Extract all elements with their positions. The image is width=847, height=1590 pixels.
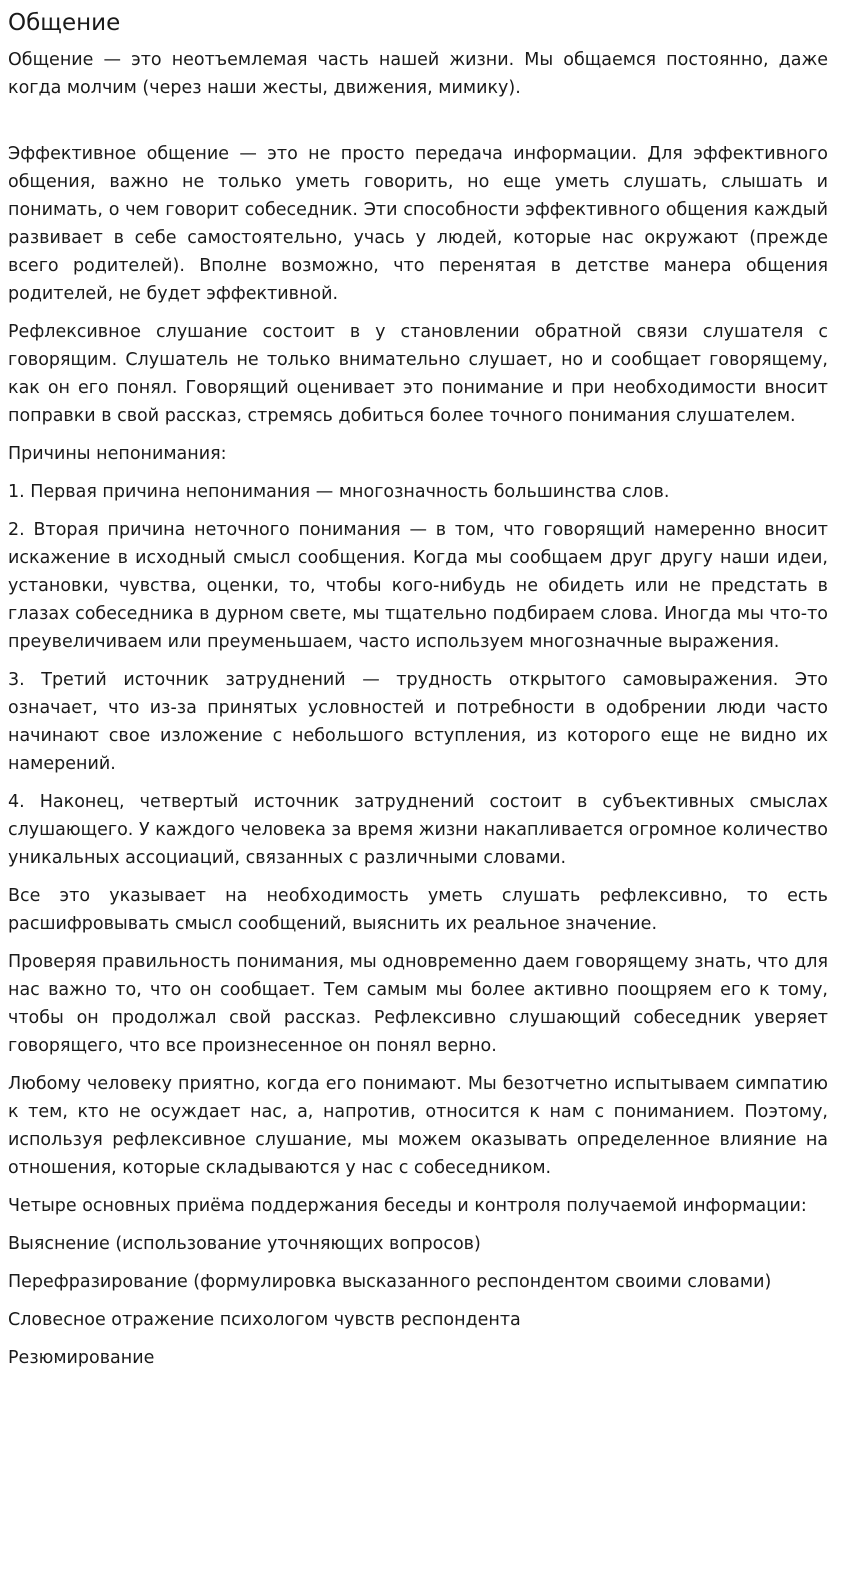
paragraph-causes-heading: Причины непонимания: — [8, 444, 227, 464]
paragraph-intro: Общение — это неотъемлемая часть нашей жизни. Мы общаемся постоянно, даже когда молчим (через наши жесты, движения, мимику). — [8, 50, 828, 98]
list-item-verbal-reflection: Словесное отражение психологом чувств респондента — [8, 1310, 521, 1330]
paragraph-cause-4: 4. Наконец, четвертый источник затруднений состоит в субъективных смыслах слушающего. У каждого человека за время жизни накапливается огромное количество уникальных ассоциаций, связанных с различными словами. — [8, 792, 828, 868]
list-item-paraphrasing: Перефразирование (формулировка высказанного респондентом своими словами) — [8, 1272, 772, 1292]
paragraph-checking-understanding: Проверяя правильность понимания, мы одновременно даем говорящему знать, что для нас важно то, что он сообщает. Тем самым мы более активно поощряем его к тому, чтобы он продолжал свой рассказ. Рефлексивно слушающий собеседник уверяет говорящего, что все произнесенное он понял верно. — [8, 952, 828, 1056]
paragraph-effective-communication: Эффективное общение — это не просто передача информации. Для эффективного общения, важно не только уметь говорить, но еще уметь слушать, слышать и понимать, о чем говорит собеседник. Эти способности эффективного общения каждый развивает в себе самостоятельно, учась у людей, которые нас окружают (прежде всего родителей). Вполне возможно, что перенятая в детстве манера общения родителей, не будет эффективной. — [8, 144, 828, 304]
paragraph-reflexive-listening: Рефлексивное слушание состоит в у становлении обратной связи слушателя с говорящим. Слушатель не только внимательно слушает, но и сообщает говорящему, как он его понял. Говорящий оценивает это понимание и при необходимости вносит поправки в свой рассказ, стремясь добиться более точного понимания слушателем. — [8, 322, 828, 426]
list-item-summarizing: Резюмирование — [8, 1348, 155, 1368]
paragraph-cause-3: 3. Третий источник затруднений — трудность открытого самовыражения. Это означает, что из-за принятых условностей и потребности в одобрении люди часто начинают свое изложение с небольшого вступления, из которого еще не видно их намерений. — [8, 670, 828, 774]
paragraph-listen-reflexively: Все это указывает на необходимость уметь слушать рефлексивно, то есть расшифровывать смысл сообщений, выяснить их реальное значение. — [8, 886, 828, 934]
list-item-clarification: Выяснение (использование уточняющих вопросов) — [8, 1234, 481, 1254]
page-title: Общение — [8, 10, 121, 36]
paragraph-cause-1: 1. Первая причина непонимания — многозначность большинства слов. — [8, 482, 670, 502]
paragraph-four-techniques: Четыре основных приёма поддержания беседы и контроля получаемой информации: — [8, 1196, 807, 1216]
paragraph-sympathy: Любому человеку приятно, когда его понимают. Мы безотчетно испытываем симпатию к тем, кто не осуждает нас, а, напротив, относится к нам с пониманием. Поэтому, используя рефлексивное слушание, мы можем оказывать определенное влияние на отношения, которые складываются у нас с собеседником. — [8, 1074, 828, 1178]
paragraph-cause-2: 2. Вторая причина неточного понимания — в том, что говорящий намеренно вносит искажение в исходный смысл сообщения. Когда мы сообщаем друг другу наши идеи, установки, чувства, оценки, то, чтобы кого-нибудь не обидеть или не предстать в глазах собеседника в дурном свете, мы тщательно подбираем слова. Иногда мы что-то преувеличиваем или преуменьшаем, часто используем многозначные выражения. — [8, 520, 828, 652]
